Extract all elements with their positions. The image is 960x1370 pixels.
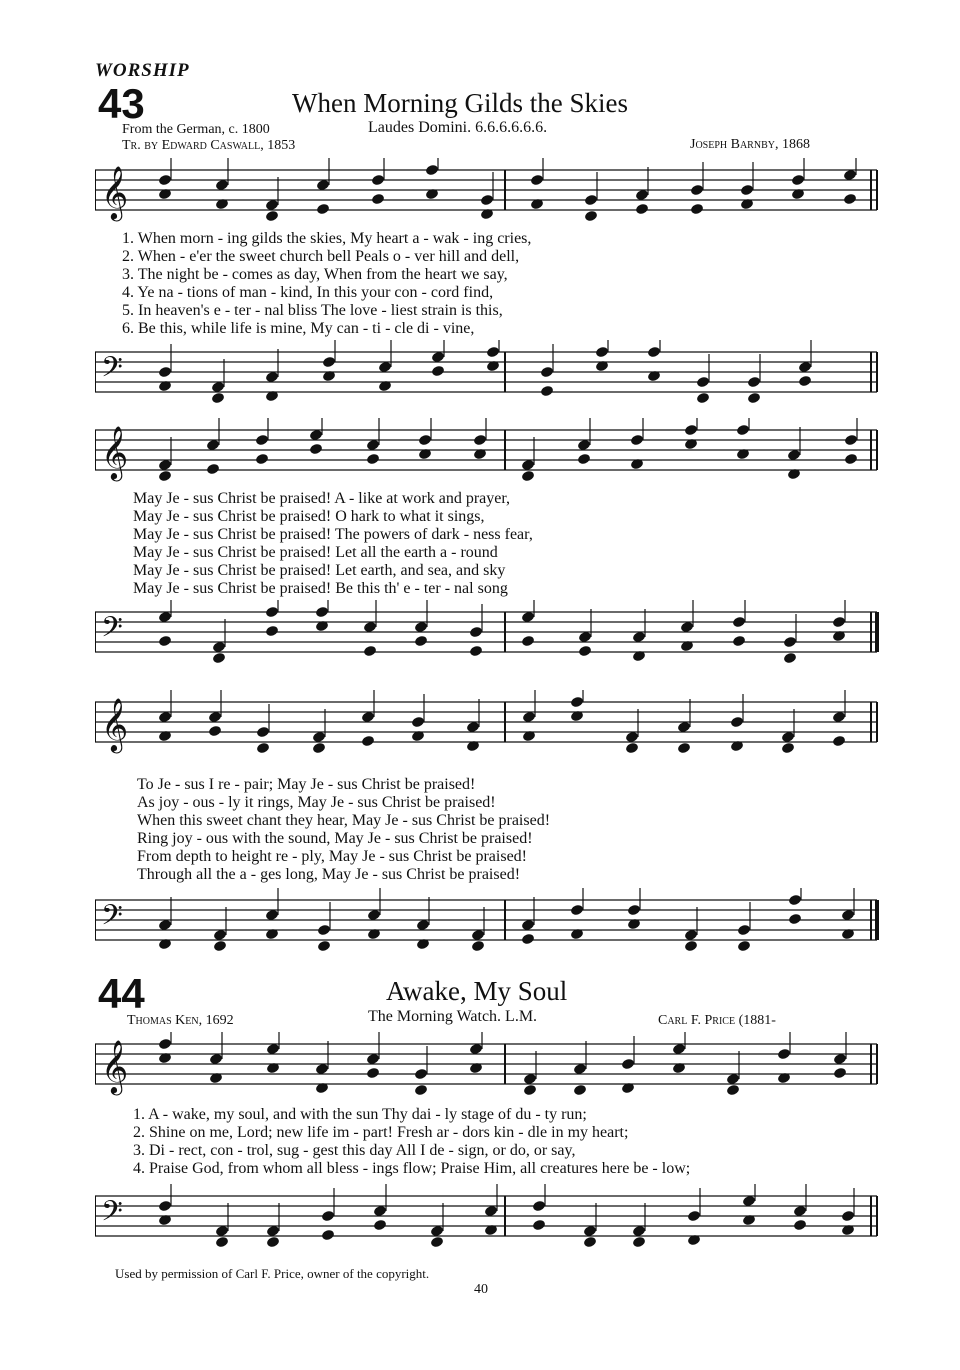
hymn-43-title: When Morning Gilds the Skies <box>292 88 628 118</box>
hymn-43-tune: Laudes Domini. 6.6.6.6.6.6. <box>368 119 548 136</box>
svg-text:𝄢: 𝄢 <box>101 611 123 651</box>
lyric-line: May Je - sus Christ be praised! Let earth, and sea, and sky <box>133 562 506 579</box>
lyric-line: 1. A - wake, my soul, and with the sun Thy dai - ly stage of du - ty run; <box>133 1106 587 1123</box>
hymn-44-author: Thomas Ken, 1692 <box>127 1013 234 1028</box>
svg-text:𝄢: 𝄢 <box>101 351 123 391</box>
bass-staff <box>95 600 885 672</box>
copyright-notice: Used by permission of Carl F. Price, owner of the copyright. <box>115 1266 430 1281</box>
bass-staff <box>95 340 885 412</box>
lyric-line: Through all the a - ges long, May Je - sus Christ be praised! <box>137 866 521 883</box>
lyric-line: 4. Praise God, from whom all bless - ings flow; Praise Him, all creatures here be - low; <box>133 1160 691 1177</box>
svg-text:𝄞: 𝄞 <box>101 425 129 479</box>
lyric-line: 2. When - e'er the sweet church bell Peals o - ver hill and dell, <box>122 248 520 265</box>
lyric-line: 6. Be this, while life is mine, My can - ti - cle di - vine, <box>122 320 475 337</box>
lyric-line: As joy - ous - ly it rings, May Je - sus Christ be praised! <box>137 794 496 811</box>
lyric-line: May Je - sus Christ be praised! Let all the earth a - round <box>133 544 498 561</box>
treble-staff <box>95 1032 885 1104</box>
lyric-line: 4. Ye na - tions of man - kind, In this your con - cord find, <box>122 284 494 301</box>
lyric-line: 2. Shine on me, Lord; new life im - part! Fresh ar - dors kin - dle in my heart; <box>133 1124 629 1141</box>
lyric-line: From depth to height re - ply, May Je - sus Christ be praised! <box>137 848 528 865</box>
treble-staff <box>95 418 885 490</box>
lyric-line: When this sweet chant they hear, May Je - sus Christ be praised! <box>137 812 551 829</box>
svg-text:𝄢: 𝄢 <box>101 899 123 939</box>
lyric-line: May Je - sus Christ be praised! O hark to what it sings, <box>133 508 485 525</box>
lyric-line: 3. Di - rect, con - trol, sug - gest this day All I de - sign, or do, or say, <box>133 1142 576 1159</box>
bass-staff <box>95 888 885 960</box>
lyric-line: May Je - sus Christ be praised! A - like at work and prayer, <box>133 490 511 507</box>
lyric-line: 3. The night be - comes as day, When from the heart we say, <box>122 266 508 283</box>
treble-staff <box>95 690 885 762</box>
lyric-line: Ring joy - ous with the sound, May Je - sus Christ be praised! <box>137 830 533 847</box>
svg-text:𝄞: 𝄞 <box>101 1039 129 1093</box>
hymn-43-number: 43 <box>98 80 145 127</box>
lyric-line: 1. When morn - ing gilds the skies, My heart a - wak - ing cries, <box>122 230 532 247</box>
svg-text:𝄞: 𝄞 <box>101 165 129 219</box>
lyric-line: 5. In heaven's e - ter - nal bliss The love - liest strain is this, <box>122 302 503 319</box>
page-number: 40 <box>474 1282 488 1297</box>
hymn-44-composer: Carl F. Price (1881- <box>658 1013 776 1028</box>
hymn-43-translator: Tr. by Edward Caswall, 1853 <box>122 138 296 153</box>
section-heading: WORSHIP <box>95 60 190 81</box>
lyric-line: May Je - sus Christ be praised! Be this th' e - ter - nal song <box>133 580 508 597</box>
bass-staff <box>95 1184 885 1256</box>
lyric-line: To Je - sus I re - pair; May Je - sus Christ be praised! <box>137 776 476 793</box>
svg-text:𝄢: 𝄢 <box>101 1195 123 1235</box>
lyric-line: May Je - sus Christ be praised! The powers of dark - ness fear, <box>133 526 533 543</box>
hymn-44-tune: The Morning Watch. L.M. <box>368 1008 538 1025</box>
hymn-43-source: From the German, c. 1800 <box>122 122 270 137</box>
svg-text:𝄞: 𝄞 <box>101 697 129 751</box>
hymn-44-title: Awake, My Soul <box>386 976 568 1006</box>
hymn-44-number: 44 <box>98 970 145 1017</box>
treble-staff <box>95 158 885 230</box>
hymn-43-composer: Joseph Barnby, 1868 <box>690 137 810 152</box>
